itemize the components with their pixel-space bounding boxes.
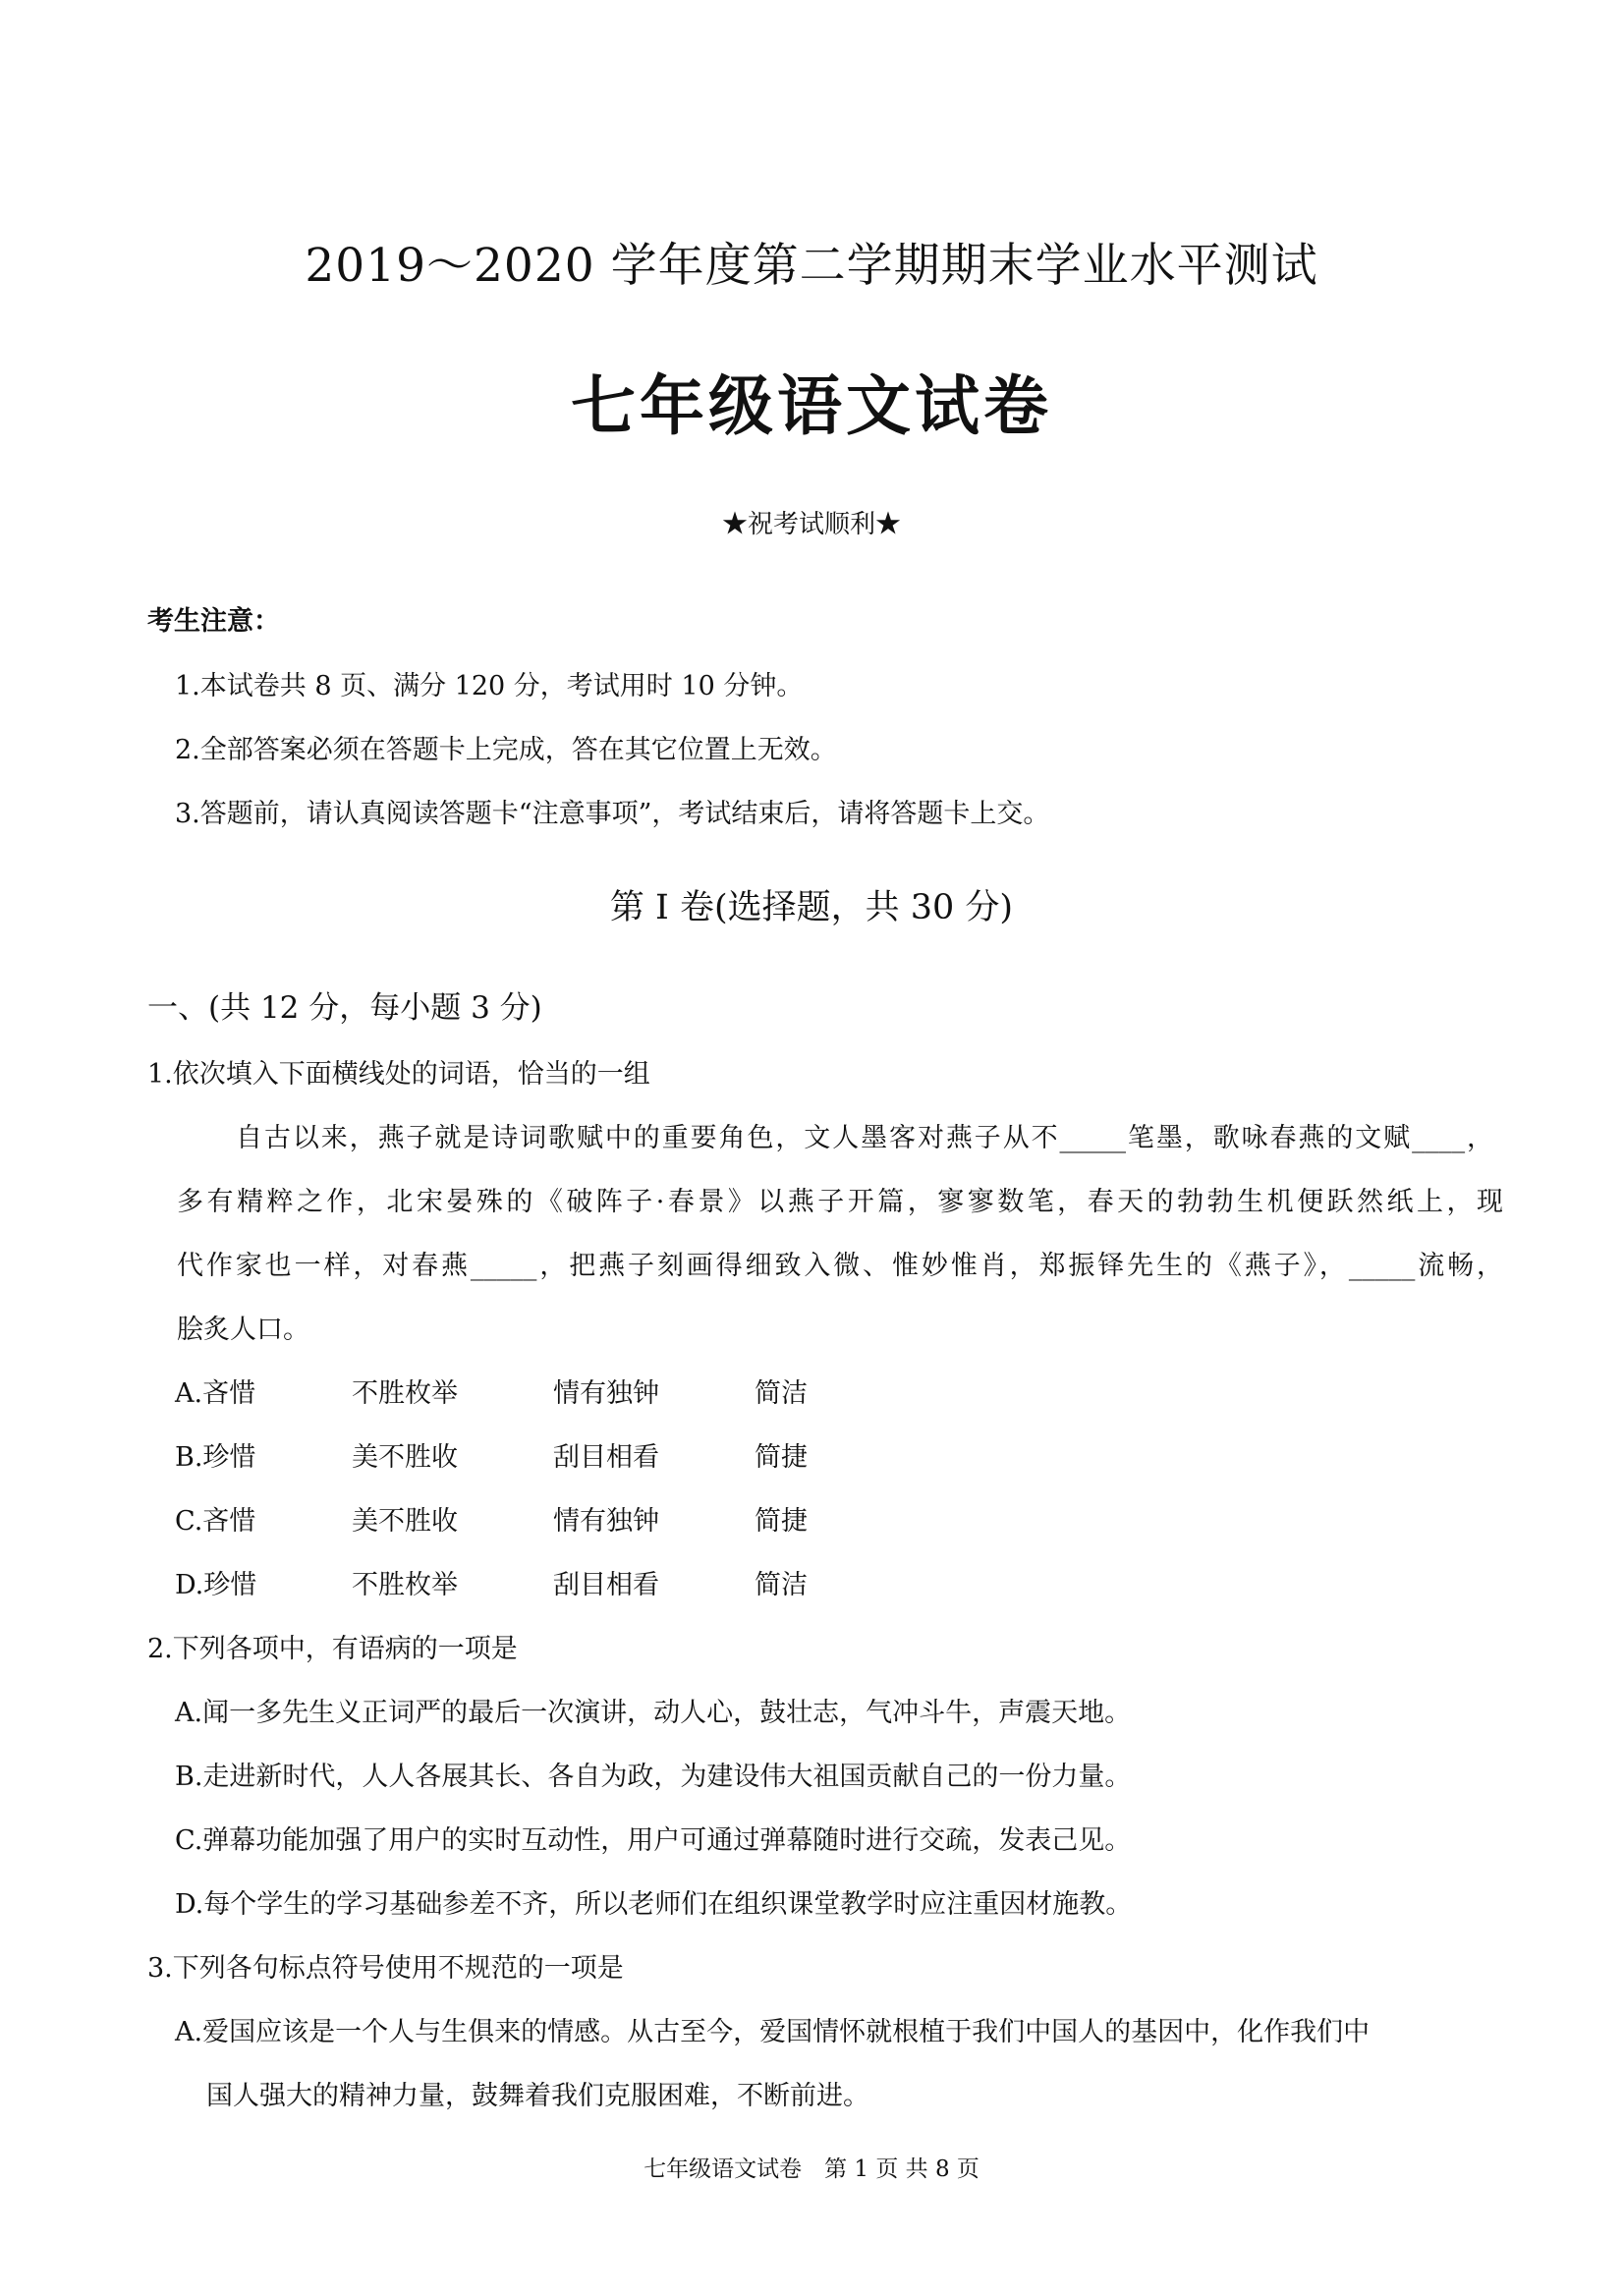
notice-heading: 考生注意： <box>147 606 280 637</box>
question-1-stem: 1.依次填入下面横线处的词语，恰当的一组 <box>147 1059 650 1090</box>
option-word: 刮目相看 <box>553 1570 659 1600</box>
option-word: 不胜枚举 <box>352 1570 458 1600</box>
option-word: 简洁 <box>755 1378 808 1409</box>
exam-header: 2019～2020 学年度第二学期期末学业水平测试 <box>305 239 1318 293</box>
exam-title: 七年级语文试卷 <box>571 368 1052 444</box>
question-2-option-d: D.每个学生的学习基础参差不齐，所以老师们在组织课堂教学时应注重因材施教。 <box>175 1889 1133 1920</box>
option-word: 简捷 <box>755 1506 808 1537</box>
option-word: 美不胜收 <box>352 1506 458 1537</box>
blessing-text: ★祝考试顺利★ <box>721 510 901 539</box>
question-1-passage-line: 代作家也一样，对春燕_____，把燕子刻画得细致入微、惟妙惟肖，郑振铎先生的《燕子》，_____流畅， <box>177 1251 1503 1281</box>
question-3-option-a-line1: A.爱国应该是一个人与生俱来的情感。从古至今，爱国情怀就根植于我们中国人的基因中，化作我们中 <box>175 2017 1371 2047</box>
option-word: 简洁 <box>755 1570 808 1600</box>
option-word: 简捷 <box>755 1442 808 1473</box>
question-2-option-a: A.闻一多先生义正词严的最后一次演讲，动人心，鼓壮志，气冲斗牛，声震天地。 <box>175 1698 1132 1728</box>
option-label: D.珍惜 <box>175 1570 257 1600</box>
option-word: 美不胜收 <box>352 1442 458 1473</box>
question-1-passage-line: 多有精粹之作，北宋晏殊的《破阵子·春景》以燕子开篇，寥寥数笔，春天的勃勃生机便跃然纸上，现 <box>177 1187 1503 1217</box>
notice-item: 1.本试卷共 8 页、满分 120 分，考试用时 10 分钟。 <box>175 671 804 701</box>
question-1-passage-line: 脍炙人口。 <box>177 1315 309 1345</box>
page-footer: 七年级语文试卷 第 1 页 共 8 页 <box>644 2156 979 2182</box>
notice-item: 2.全部答案必须在答题卡上完成，答在其它位置上无效。 <box>175 735 837 765</box>
notice-item: 3.答题前，请认真阅读答题卡“注意事项”，考试结束后，请将答题卡上交。 <box>175 799 1050 829</box>
option-word: 情有独钟 <box>553 1506 659 1537</box>
question-1-passage-line: 自古以来，燕子就是诗词歌赋中的重要角色，文人墨客对燕子从不_____笔墨，歌咏春燕的文赋____， <box>236 1123 1493 1153</box>
option-word: 不胜枚举 <box>352 1378 458 1409</box>
question-2-option-b: B.走进新时代，人人各展其长、各自为政，为建设伟大祖国贡献自己的一份力量。 <box>175 1762 1132 1792</box>
section-title: 第 I 卷(选择题，共 30 分) <box>609 888 1014 927</box>
question-2-option-c: C.弹幕功能加强了用户的实时互动性，用户可通过弹幕随时进行交疏，发表己见。 <box>175 1825 1132 1856</box>
part-heading: 一、(共 12 分，每小题 3 分) <box>147 990 542 1026</box>
question-3-option-a-line2: 国人强大的精神力量，鼓舞着我们克服困难，不断前进。 <box>206 2081 869 2111</box>
option-label: C.吝惜 <box>175 1506 256 1537</box>
option-label: B.珍惜 <box>175 1442 256 1473</box>
question-1-option-b <box>175 1435 902 1474</box>
option-label: A.吝惜 <box>175 1378 256 1409</box>
option-word: 情有独钟 <box>553 1378 659 1409</box>
question-1-option-a <box>175 1372 902 1410</box>
question-2-stem: 2.下列各项中，有语病的一项是 <box>147 1634 518 1664</box>
question-1-option-c <box>175 1499 902 1538</box>
option-word: 刮目相看 <box>553 1442 659 1473</box>
question-1-option-d <box>175 1563 902 1601</box>
question-3-stem: 3.下列各句标点符号使用不规范的一项是 <box>147 1953 624 1984</box>
